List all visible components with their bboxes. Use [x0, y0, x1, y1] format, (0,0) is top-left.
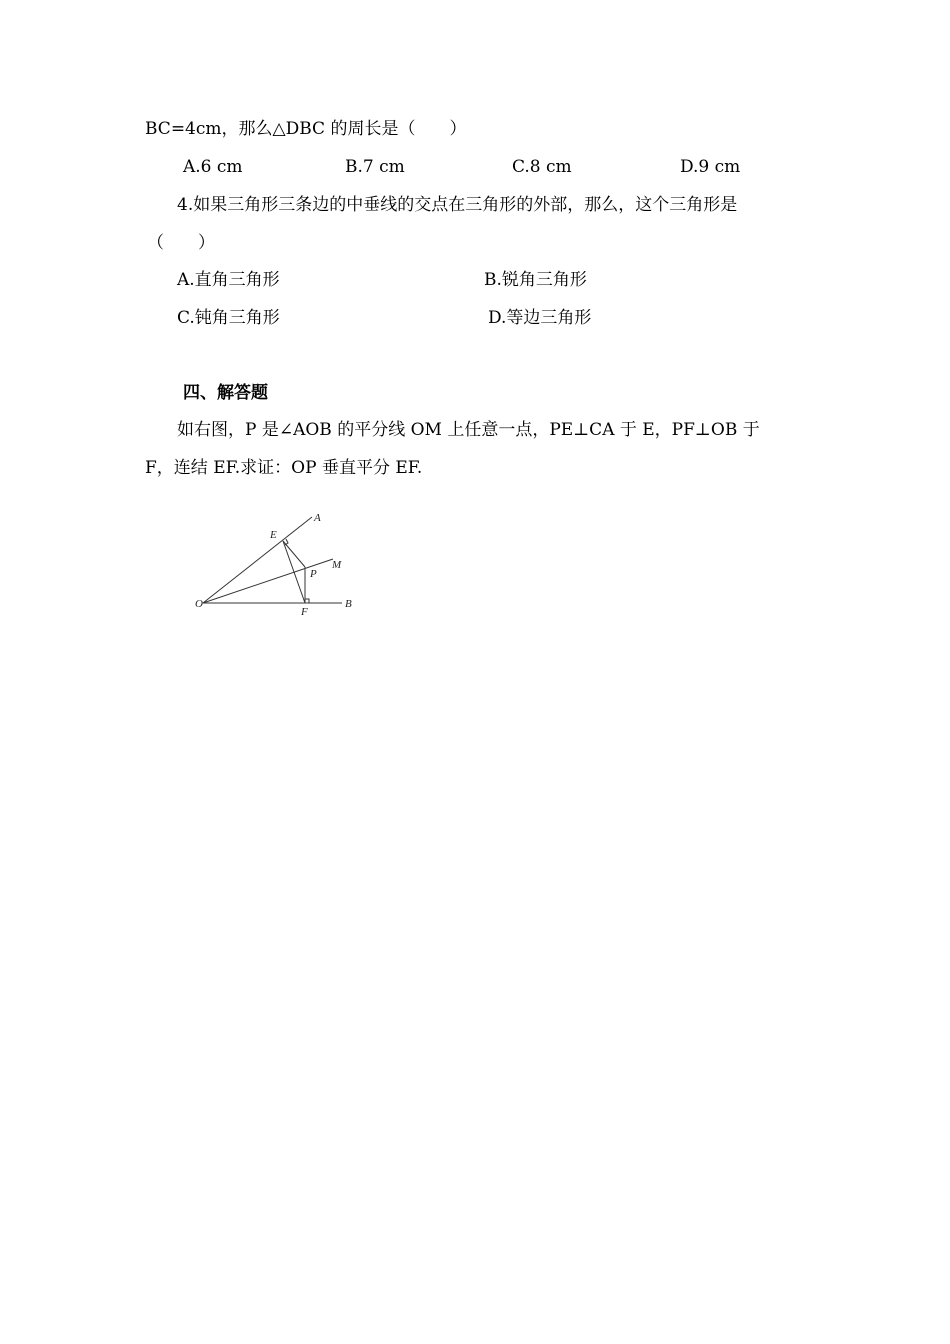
label-m: M — [332, 559, 342, 571]
angle-bisector-figure — [190, 505, 370, 625]
problem-line-1: 如右图，P 是∠AOB 的平分线 OM 上任意一点，PE⊥CA 于 E，PF⊥OB 于 — [177, 420, 760, 440]
q3-stem-tail: BC=4cm，那么△DBC 的周长是（ ） — [145, 119, 467, 139]
right-angle-mark-e — [285, 539, 288, 545]
q4-option-b: B.锐角三角形 — [484, 270, 587, 290]
label-e: E — [270, 529, 277, 541]
problem-line-2: F，连结 EF.求证：OP 垂直平分 EF. — [145, 458, 423, 478]
ray-om — [203, 559, 333, 603]
q4-option-d: D.等边三角形 — [488, 308, 592, 328]
label-a: A — [314, 512, 321, 524]
right-angle-mark-f — [305, 599, 309, 603]
q3-option-d: D.9 cm — [680, 157, 741, 177]
segment-ef — [283, 541, 305, 603]
q3-option-b: B.7 cm — [345, 157, 405, 177]
q4-blank: （ ） — [147, 233, 215, 253]
q4-option-a: A.直角三角形 — [177, 270, 280, 290]
q4-option-c: C.钝角三角形 — [177, 308, 280, 328]
label-f: F — [301, 606, 308, 618]
ray-oa — [203, 517, 312, 603]
label-b: B — [345, 598, 352, 610]
label-p: P — [310, 568, 317, 580]
q4-stem: 4.如果三角形三条边的中垂线的交点在三角形的外部，那么，这个三角形是 — [177, 195, 738, 215]
section-heading: 四、解答题 — [183, 383, 268, 403]
label-o: O — [195, 598, 203, 610]
segment-pe — [283, 541, 305, 567]
q3-option-a: A.6 cm — [183, 157, 243, 177]
q3-option-c: C.8 cm — [512, 157, 572, 177]
